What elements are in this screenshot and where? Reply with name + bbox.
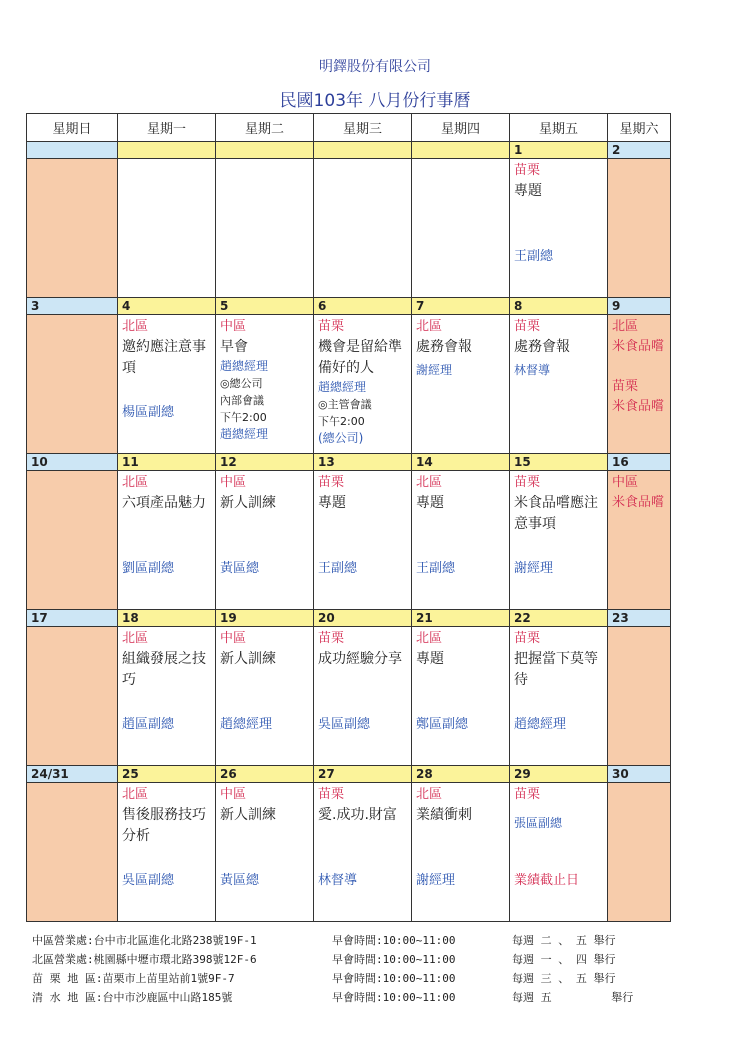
event-row — [27, 783, 671, 922]
date-number: 2 — [608, 142, 671, 159]
event-topic: 成功經驗分享 — [318, 651, 402, 667]
date-number: 8 — [510, 298, 608, 315]
event-topic: 處務會報 — [416, 339, 472, 355]
weekday-header-row — [27, 114, 671, 142]
event-topic: 業績衝刺 — [416, 807, 472, 823]
office-address: 苗 栗 地 區:苗栗市上苗里站前1號9F-7 — [32, 972, 235, 985]
day-cell — [412, 471, 510, 610]
event-note: ◎主管會議 — [318, 398, 372, 411]
event-topic: 專題 — [318, 495, 346, 511]
event-person: 謝經理 — [514, 561, 554, 576]
day-cell — [314, 159, 412, 298]
day-cell — [314, 627, 412, 766]
date-number: 17 — [27, 610, 118, 627]
office-address: 中區營業處:台中市北區進化北路238號19F-1 — [32, 934, 257, 947]
meeting-time: 早會時間:10:00~11:00 — [332, 991, 456, 1004]
date-number: 6 — [314, 298, 412, 315]
event-region: 苗栗 — [318, 319, 345, 334]
event-deadline: 業績截止日 — [514, 873, 580, 888]
event-region: 北區 — [416, 319, 443, 334]
event-row — [27, 159, 671, 298]
event-row — [27, 627, 671, 766]
meeting-time: 早會時間:10:00~11:00 — [332, 972, 456, 985]
date-number: 7 — [412, 298, 510, 315]
day-cell — [216, 627, 314, 766]
date-number: 24/31 — [27, 766, 118, 783]
event-note: 下午2:00 — [318, 415, 365, 428]
date-number: 29 — [510, 766, 608, 783]
day-cell — [27, 159, 118, 298]
day-cell — [118, 627, 216, 766]
event-region: 苗栗 — [514, 787, 541, 802]
event-region: 苗栗 — [514, 163, 541, 178]
event-topic: 邀約應注意事項 — [122, 339, 206, 376]
day-cell — [118, 471, 216, 610]
weekday-mon: 星期一 — [118, 114, 216, 142]
event-person: 鄭區副總 — [416, 717, 469, 732]
event-topic: 米食品嚐 — [612, 495, 665, 510]
day-cell — [608, 315, 671, 454]
date-number: 26 — [216, 766, 314, 783]
event-topic: 早會 — [220, 339, 248, 355]
event-region: 苗栗 — [612, 379, 639, 394]
event-region: 北區 — [122, 787, 149, 802]
date-number: 23 — [608, 610, 671, 627]
event-region: 中區 — [612, 475, 639, 490]
event-note: 下午2:00 — [220, 411, 267, 424]
day-cell — [412, 315, 510, 454]
event-region: 苗栗 — [514, 319, 541, 334]
event-topic: 處務會報 — [514, 339, 570, 355]
event-topic: 新人訓練 — [220, 495, 276, 511]
meeting-days: 每週 五 舉行 — [512, 991, 634, 1004]
meeting-days: 每週 二 、 五 舉行 — [512, 934, 616, 947]
weekday-thu: 星期四 — [412, 114, 510, 142]
day-cell — [510, 783, 608, 922]
meeting-time: 早會時間:10:00~11:00 — [332, 953, 456, 966]
date-number: 10 — [27, 454, 118, 471]
date-number — [412, 142, 510, 159]
day-cell — [608, 159, 671, 298]
office-info — [32, 931, 633, 1007]
day-cell — [118, 783, 216, 922]
event-manager: 謝經理 — [416, 363, 453, 377]
event-manager: 張區副總 — [514, 816, 563, 830]
meeting-days: 每週 三 、 五 舉行 — [512, 972, 616, 985]
event-region: 北區 — [416, 787, 443, 802]
event-note: ◎總公司 — [220, 377, 263, 390]
date-number: 11 — [118, 454, 216, 471]
calendar-table — [26, 113, 671, 922]
event-region: 北區 — [612, 319, 639, 334]
event-topic: 米食品嚐 — [612, 399, 665, 414]
date-number: 30 — [608, 766, 671, 783]
date-number — [27, 142, 118, 159]
day-cell — [118, 159, 216, 298]
event-topic: 米食品嚐 — [612, 339, 665, 354]
day-cell — [412, 783, 510, 922]
date-number: 18 — [118, 610, 216, 627]
weekday-sun: 星期日 — [27, 114, 118, 142]
calendar-title: 民國103年 八月份行事曆 — [279, 91, 471, 111]
day-cell — [314, 471, 412, 610]
event-region: 苗栗 — [318, 787, 345, 802]
weekday-wed: 星期三 — [314, 114, 412, 142]
event-topic: 愛.成功.財富 — [318, 807, 397, 823]
day-cell — [314, 315, 412, 454]
date-number: 19 — [216, 610, 314, 627]
meeting-days: 每週 一 、 四 舉行 — [512, 953, 616, 966]
day-cell — [27, 471, 118, 610]
event-manager: 趙總經理 — [220, 427, 269, 441]
office-line — [32, 969, 633, 988]
event-region: 北區 — [122, 319, 149, 334]
event-topic: 新人訓練 — [220, 651, 276, 667]
event-region: 北區 — [122, 631, 149, 646]
date-number-row — [27, 454, 671, 471]
event-person: 趙區副總 — [122, 717, 175, 732]
date-number: 16 — [608, 454, 671, 471]
office-line — [32, 950, 633, 969]
date-number: 21 — [412, 610, 510, 627]
event-region: 苗栗 — [318, 631, 345, 646]
event-row — [27, 471, 671, 610]
event-person: 王副總 — [318, 561, 358, 576]
event-region: 苗栗 — [514, 631, 541, 646]
day-cell — [412, 627, 510, 766]
event-person: 王副總 — [514, 249, 554, 264]
office-line — [32, 931, 633, 950]
event-region: 北區 — [122, 475, 149, 490]
day-cell — [608, 783, 671, 922]
event-topic: 機會是留給準備好的人 — [318, 339, 402, 376]
date-number — [216, 142, 314, 159]
date-number — [314, 142, 412, 159]
event-topic: 售後服務技巧分析 — [122, 807, 206, 844]
date-number: 15 — [510, 454, 608, 471]
date-number: 5 — [216, 298, 314, 315]
day-cell — [608, 627, 671, 766]
event-person: 吳區副總 — [122, 873, 175, 888]
date-number-row — [27, 766, 671, 783]
day-cell — [510, 627, 608, 766]
date-number: 9 — [608, 298, 671, 315]
event-topic: 新人訓練 — [220, 807, 276, 823]
event-person: 趙總經理 — [220, 717, 273, 732]
event-manager: 林督導 — [514, 363, 551, 377]
office-address: 清 水 地 區:台中市沙鹿區中山路185號 — [32, 991, 233, 1004]
event-topic: 專題 — [416, 495, 444, 511]
company-name: 明鐸股份有限公司 — [319, 59, 431, 75]
date-number — [118, 142, 216, 159]
weekday-sat: 星期六 — [608, 114, 671, 142]
day-cell — [510, 159, 608, 298]
weekday-fri: 星期五 — [510, 114, 608, 142]
office-address: 北區營業處:桃園縣中壢市環北路398號12F-6 — [32, 953, 257, 966]
meeting-time: 早會時間:10:00~11:00 — [332, 934, 456, 947]
event-region: 苗栗 — [318, 475, 345, 490]
office-line — [32, 988, 633, 1007]
date-number-row — [27, 610, 671, 627]
date-number: 13 — [314, 454, 412, 471]
day-cell — [608, 471, 671, 610]
event-topic: 六項產品魅力 — [122, 495, 206, 511]
event-person: 吳區副總 — [318, 717, 371, 732]
event-person: 劉區副總 — [122, 561, 175, 576]
spacer — [612, 357, 667, 377]
day-cell — [216, 159, 314, 298]
event-person: 黃區總 — [220, 561, 260, 576]
event-region: 北區 — [416, 631, 443, 646]
day-cell — [314, 783, 412, 922]
day-cell — [27, 315, 118, 454]
date-number: 3 — [27, 298, 118, 315]
date-number: 4 — [118, 298, 216, 315]
date-number: 20 — [314, 610, 412, 627]
event-manager: 趙總經理 — [220, 359, 269, 373]
event-row — [27, 315, 671, 454]
day-cell — [216, 471, 314, 610]
event-topic: 把握當下莫等待 — [514, 651, 598, 688]
event-region: 中區 — [220, 631, 247, 646]
date-number: 14 — [412, 454, 510, 471]
day-cell — [27, 627, 118, 766]
event-region: 北區 — [416, 475, 443, 490]
date-number-row — [27, 298, 671, 315]
event-person: 林督導 — [318, 873, 358, 888]
day-cell — [510, 471, 608, 610]
event-region: 中區 — [220, 319, 247, 334]
event-region: 苗栗 — [514, 475, 541, 490]
date-number: 1 — [510, 142, 608, 159]
day-cell — [118, 315, 216, 454]
date-number: 28 — [412, 766, 510, 783]
day-cell — [510, 315, 608, 454]
event-topic: 專題 — [514, 183, 542, 199]
event-person: 王副總 — [416, 561, 456, 576]
day-cell — [412, 159, 510, 298]
day-cell — [216, 783, 314, 922]
event-region: 中區 — [220, 475, 247, 490]
event-topic: 組織發展之技巧 — [122, 651, 206, 688]
event-person: 黃區總 — [220, 873, 260, 888]
date-number: 22 — [510, 610, 608, 627]
date-number-row — [27, 142, 671, 159]
event-topic: 米食品嚐應注意事項 — [514, 495, 598, 532]
event-person: 謝經理 — [416, 873, 456, 888]
event-topic: 專題 — [416, 651, 444, 667]
date-number: 25 — [118, 766, 216, 783]
day-cell — [27, 783, 118, 922]
event-person: 趙總經理 — [514, 717, 567, 732]
date-number: 27 — [314, 766, 412, 783]
event-note: 內部會議 — [220, 394, 264, 407]
event-manager: (總公司) — [318, 431, 364, 445]
event-region: 中區 — [220, 787, 247, 802]
weekday-tue: 星期二 — [216, 114, 314, 142]
date-number: 12 — [216, 454, 314, 471]
day-cell — [216, 315, 314, 454]
event-manager: 趙總經理 — [318, 380, 367, 394]
event-person: 楊區副總 — [122, 405, 175, 420]
